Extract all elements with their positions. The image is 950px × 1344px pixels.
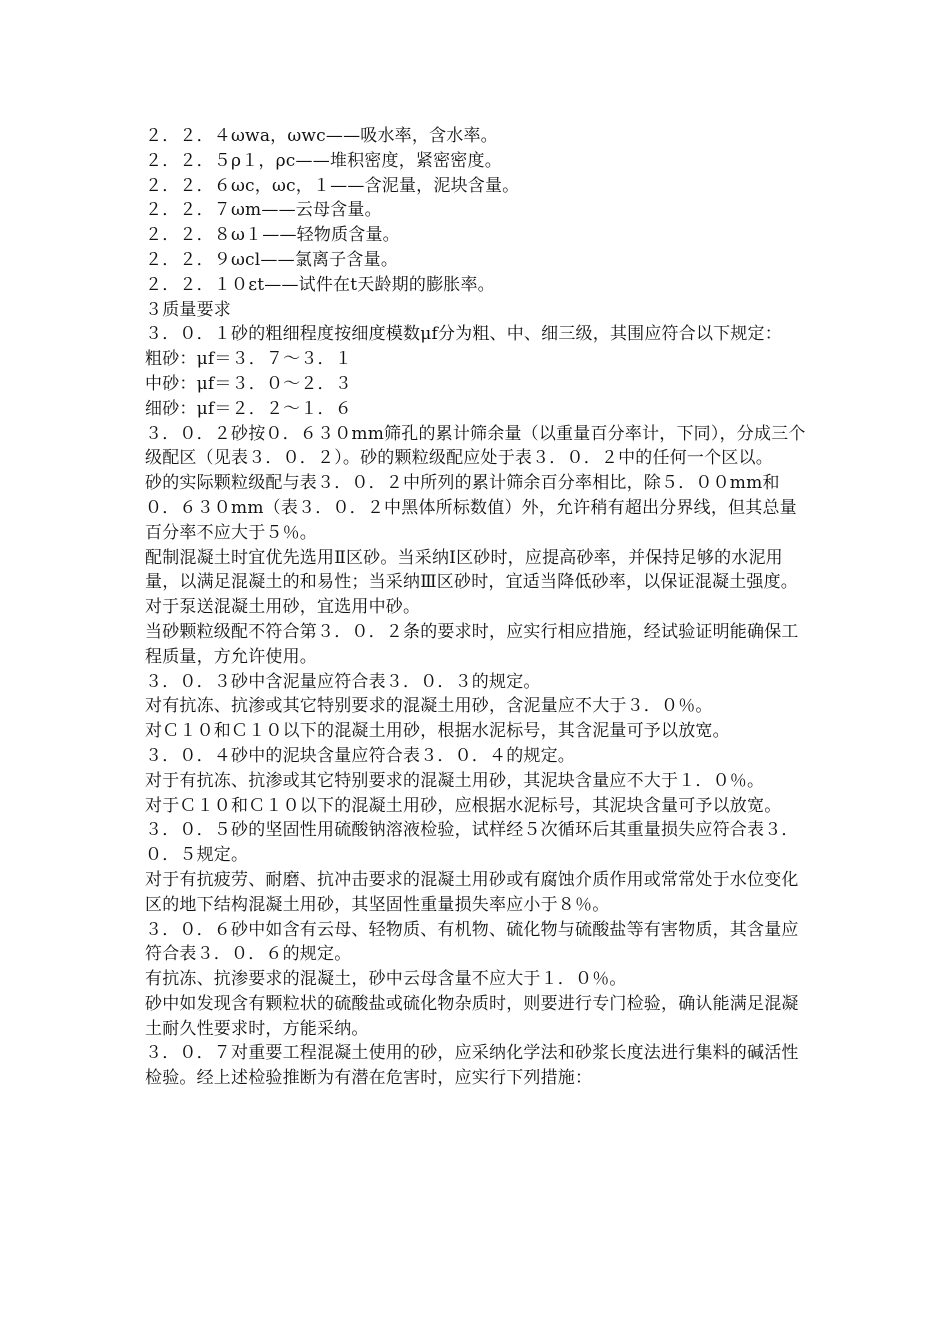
clay-relaxation-c10: 对Ｃ１０和Ｃ１０以下的混凝土用砂，根据水泥标号，其含泥量可予以放宽。 [145, 721, 730, 742]
medium-sand-range: 中砂：μf＝３．０～２．３ [145, 373, 352, 394]
symbol-expansion-rate: ２．２．１０εt——试件在t天龄期的膨胀率。 [145, 274, 495, 295]
section-heading-quality-requirements: ３质量要求 [145, 299, 231, 320]
fine-sand-range: 细砂：μf＝２．２～１．６ [145, 398, 352, 419]
symbol-light-material: ２．２．８ω１——轻物质含量。 [145, 225, 400, 246]
clay-limit-special: 对有抗冻、抗渗或其它特别要求的混凝土用砂，含泥量应不大于３．０％。 [145, 696, 713, 717]
coarse-sand-range: 粗砂：μf＝３．７～３．１ [145, 349, 352, 370]
soundness-loss-limit: 对于有抗疲劳、耐磨、抗冲击要求的混凝土用砂或有腐蚀介质作用或常常处于水位变化区的地下结构混凝土用砂，其坚固性重量损失率应小于８％。 [145, 869, 799, 915]
document-body [145, 124, 810, 1091]
symbol-chloride: ２．２．９ωcl——氯离子含量。 [145, 249, 399, 270]
clause-3-0-6: ３．０．６砂中如含有云母、轻物质、有机物、硫化物与硫酸盐等有害物质，其含量应符合表３．０．６的规定。 [145, 919, 799, 965]
grading-tolerance-note: 砂的实际颗粒级配与表３．０．２中所列的累计筛余百分率相比，除５．００mm和０．６３０mm（表３．０．２中黑体所标数值）外，允许稍有超出分界线，但其总量百分率不应大于５％。 [145, 473, 797, 543]
nonconforming-grading-note: 当砂颗粒级配不符合第３．０．２条的要求时，应实行相应措施，经试验证明能确保工程质量，方允许使用。 [145, 621, 799, 667]
clay-lump-relaxation-c10: 对于Ｃ１０和Ｃ１０以下的混凝土用砂，应根据水泥标号，其泥块含量可予以放宽。 [145, 795, 782, 816]
sulfate-inspection-note: 砂中如发现含有颗粒状的硫酸盐或硫化物杂质时，则要进行专门检验，确认能满足混凝土耐久性要求时，方能采纳。 [145, 993, 799, 1039]
clause-3-0-5: ３．０．５砂的坚固性用硫酸钠溶液检验，试样经５次循环后其重量损失应符合表３．０．５规定。 [145, 820, 799, 866]
symbol-bulk-density: ２．２．５ρ１，ρc——堆积密度，紧密密度。 [145, 150, 502, 171]
pump-concrete-note: 对于泵送混凝土用砂，宜选用中砂。 [145, 597, 421, 618]
clause-3-0-4: ３．０．４砂中的泥块含量应符合表３．０．４的规定。 [145, 745, 575, 766]
symbol-mica-content: ２．２．７ωm——云母含量。 [145, 200, 382, 221]
symbol-clay-content: ２．２．６ωc，ωc，１——含泥量，泥块含量。 [145, 175, 520, 196]
clause-3-0-1: ３．０．１砂的粗细程度按细度模数μf分为粗、中、细三级，其围应符合以下规定： [145, 324, 782, 345]
clause-3-0-2: ３．０．２砂按０．６３０mm筛孔的累计筛余量（以重量百分率计，下同），分成三个级配区（见表３．０．２）。砂的颗粒级配应处于表３．０．２中的任何一个区以。 [145, 423, 806, 469]
zone-selection-note: 配制混凝土时宜优先选用Ⅱ区砂。当采纳Ⅰ区砂时，应提高砂率，并保持足够的水泥用量，以满足混凝土的和易性；当采纳Ⅲ区砂时，宜适当降低砂率，以保证混凝土强度。 [145, 547, 798, 593]
symbol-water-absorption: ２．２．４ωwa，ωwc——吸水率，含水率。 [145, 126, 498, 146]
mica-limit-note: 有抗冻、抗渗要求的混凝土，砂中云母含量不应大于１．０％。 [145, 969, 627, 990]
clause-3-0-3: ３．０．３砂中含泥量应符合表３．０．３的规定。 [145, 671, 541, 692]
clause-3-0-7: ３．０．７对重要工程混凝土使用的砂，应采纳化学法和砂浆长度法进行集料的碱活性检验。经上述检验推断为有潜在危害时，应实行下列措施： [145, 1043, 799, 1089]
clay-lump-limit-special: 对于有抗冻、抗渗或其它特别要求的混凝土用砂，其泥块含量应不大于１．０％。 [145, 770, 765, 791]
